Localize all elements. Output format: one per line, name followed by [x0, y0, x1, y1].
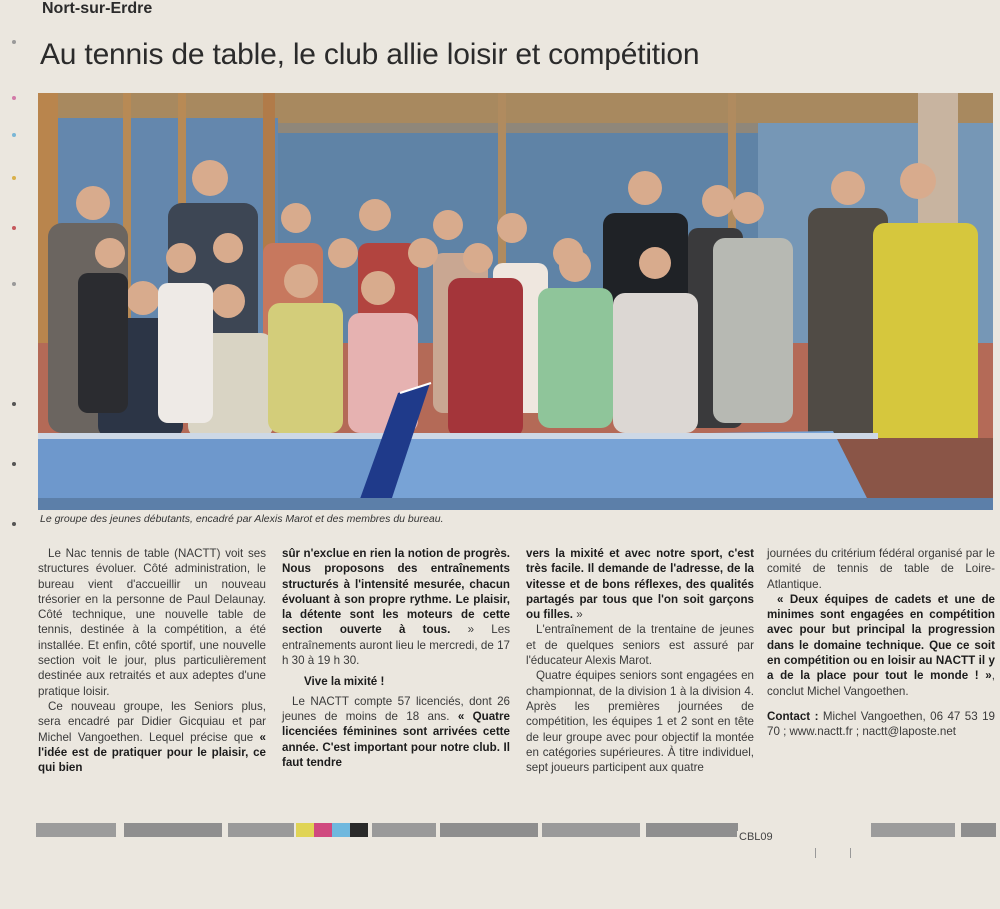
paragraph	[767, 592, 995, 699]
crop-mark	[850, 848, 851, 858]
paragraph	[38, 699, 266, 775]
paragraph	[526, 546, 754, 622]
paragraph	[282, 546, 510, 668]
print-color-bar	[36, 823, 996, 837]
contact-label: Contact :	[767, 709, 819, 723]
column-1	[38, 546, 266, 775]
paragraph-text: » Les entraînements auront lieu le mercredi, de 17 h 30 à 19 h 30.	[282, 623, 510, 668]
paragraph: L'entraînement de la trentaine de jeunes et de quelques seniors est assuré par l'éducateur Alexis Marot.	[526, 623, 754, 668]
quote-bold: « l'idée est de pratiquer pour le plaisir, ce qui bien	[38, 730, 266, 775]
paragraph: Quatre équipes seniors sont engagées en championnat, de la division 1 à la division 4. Après les premières journées de compétition, les équipes 1 et 2 sont en tête de leur groupe avec pour objectif la montée en catégories supérieures. À titre individuel, sept joueurs participent aux quatre	[526, 669, 754, 775]
paragraph-text: Le NACTT compte 57 licenciés, dont 26 jeunes de moins de 18 ans.	[282, 694, 510, 723]
subheading: Vive la mixité !	[304, 675, 385, 689]
quote-bold: vers la mixité et avec notre sport, c'est très facile. Il demande de l'adresse, de la vitesse et de bons réflexes, des qualités partagés par tous que l'on soit garçons ou filles.	[526, 547, 754, 622]
paragraph-text: Ce nouveau groupe, les Seniors plus, sera encadré par Didier Gicquiau et par Michel Vangoethen. Lequel précise que	[38, 699, 266, 744]
paragraph: Le Nac tennis de table (NACTT) voit ses structures évoluer. Côté administration, le bureau vient d'accueillir un nouveau trésorier en la personne de Paul Delaunay. Côté technique, une nouvelle table de tennis, destinée à la compétition, a été installée. Et enfin, côté sportif, une nouvelle section voit le jour, plus particulièrement destinée aux retraités et aux adeptes d'une pratique loisir.	[38, 547, 266, 698]
print-code: CBL09	[739, 831, 773, 843]
article-body	[38, 546, 998, 816]
quote-bold: « Quatre licenciées féminines sont arrivées cette année. C'est important pour notre club. Il faut tendre	[282, 709, 510, 769]
article-headline: Au tennis de table, le club allie loisir et compétition	[40, 38, 700, 71]
paragraph-text: »	[573, 608, 583, 622]
section-label: Nort-sur-Erdre	[42, 0, 153, 17]
column-3	[526, 546, 754, 775]
team-photo	[38, 93, 993, 510]
paragraph-text: , conclut Michel Vangoethen.	[767, 669, 995, 698]
photo-caption: Le groupe des jeunes débutants, encadré par Alexis Marot et des membres du bureau.	[40, 513, 444, 525]
team-photo-illustration	[38, 93, 993, 510]
quote-bold: « Deux équipes de cadets et une de minimes sont engagées en compétition avec pour but principal la progression dans le domaine technique. Que ce soit en compétition ou en loisir au NACTT il y a de la place pour tout le monde ! »	[767, 592, 995, 683]
paragraph	[282, 694, 510, 770]
quote-bold: sûr n'exclue en rien la notion de progrès. Nous proposons des entraînements structurés à l'intensité mesurée, chacun évoluant à son propre rythme. Le plaisir, la détente sont les moteurs de cette section ouverte à tous.	[282, 547, 510, 637]
contact-text: Michel Vangoethen, 06 47 53 19 70 ; www.nactt.fr ; nactt@laposte.net	[767, 709, 995, 739]
crop-mark	[815, 848, 816, 858]
paragraph: journées du critérium fédéral organisé par le comité de tennis de table de Loire-Atlantique.	[767, 547, 995, 591]
column-4	[767, 546, 995, 740]
contact-line	[767, 709, 995, 740]
column-2	[282, 546, 510, 770]
